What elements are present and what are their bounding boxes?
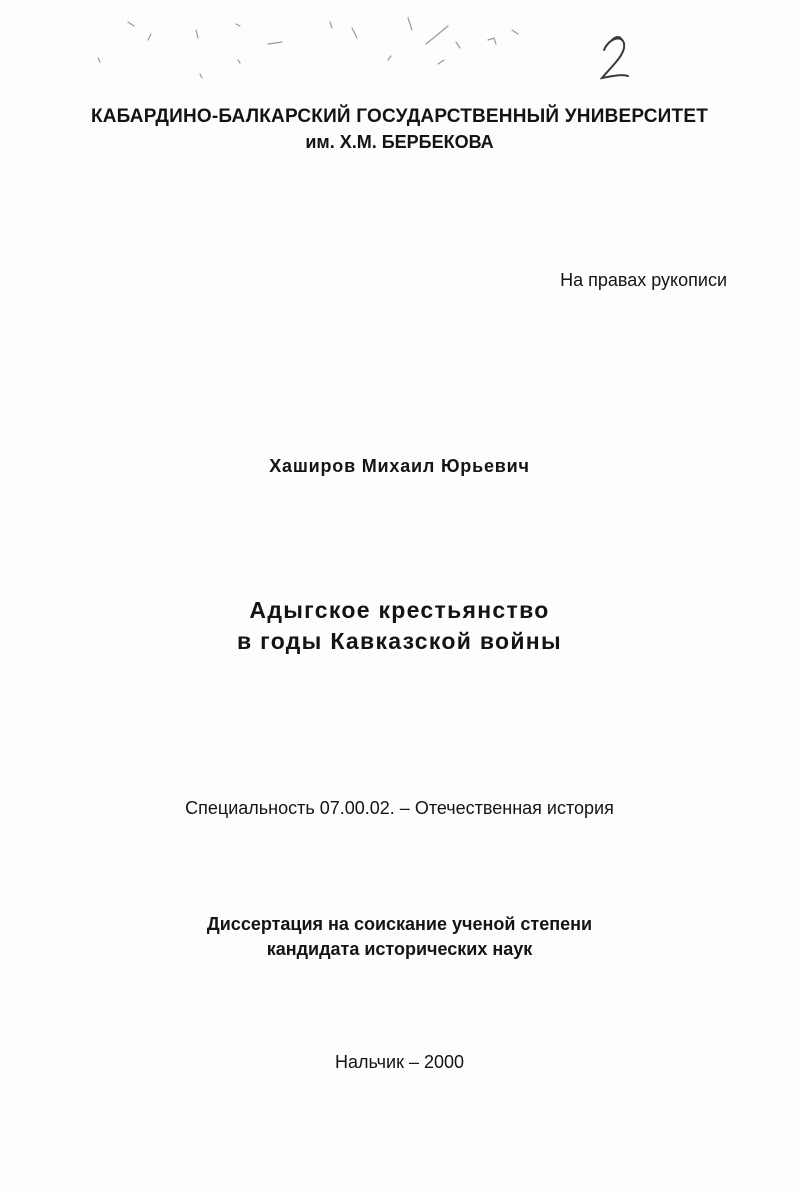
place-year: Нальчик – 2000 xyxy=(334,1052,465,1072)
rights-note: На правах рукописи xyxy=(560,270,727,290)
dissertation-line-1: Диссертация на соискание ученой степени xyxy=(206,914,593,934)
author-name: Хаширов Михаил Юрьевич xyxy=(269,456,530,476)
dissertation-line-2: кандидата исторических наук xyxy=(266,939,533,959)
university-name: КАБАРДИНО-БАЛКАРСКИЙ ГОСУДАРСТВЕННЫЙ УНИВЕРСИТЕТ xyxy=(90,106,709,127)
title-line-1: Адыгское крестьянство xyxy=(249,597,550,623)
title-line-2: в годы Кавказской войны xyxy=(237,628,562,654)
handwritten-scribble-icon xyxy=(0,0,799,100)
university-named-after: им. Х.М. БЕРБЕКОВА xyxy=(305,132,494,152)
specialty: Специальность 07.00.02. – Отечественная история xyxy=(185,798,614,818)
